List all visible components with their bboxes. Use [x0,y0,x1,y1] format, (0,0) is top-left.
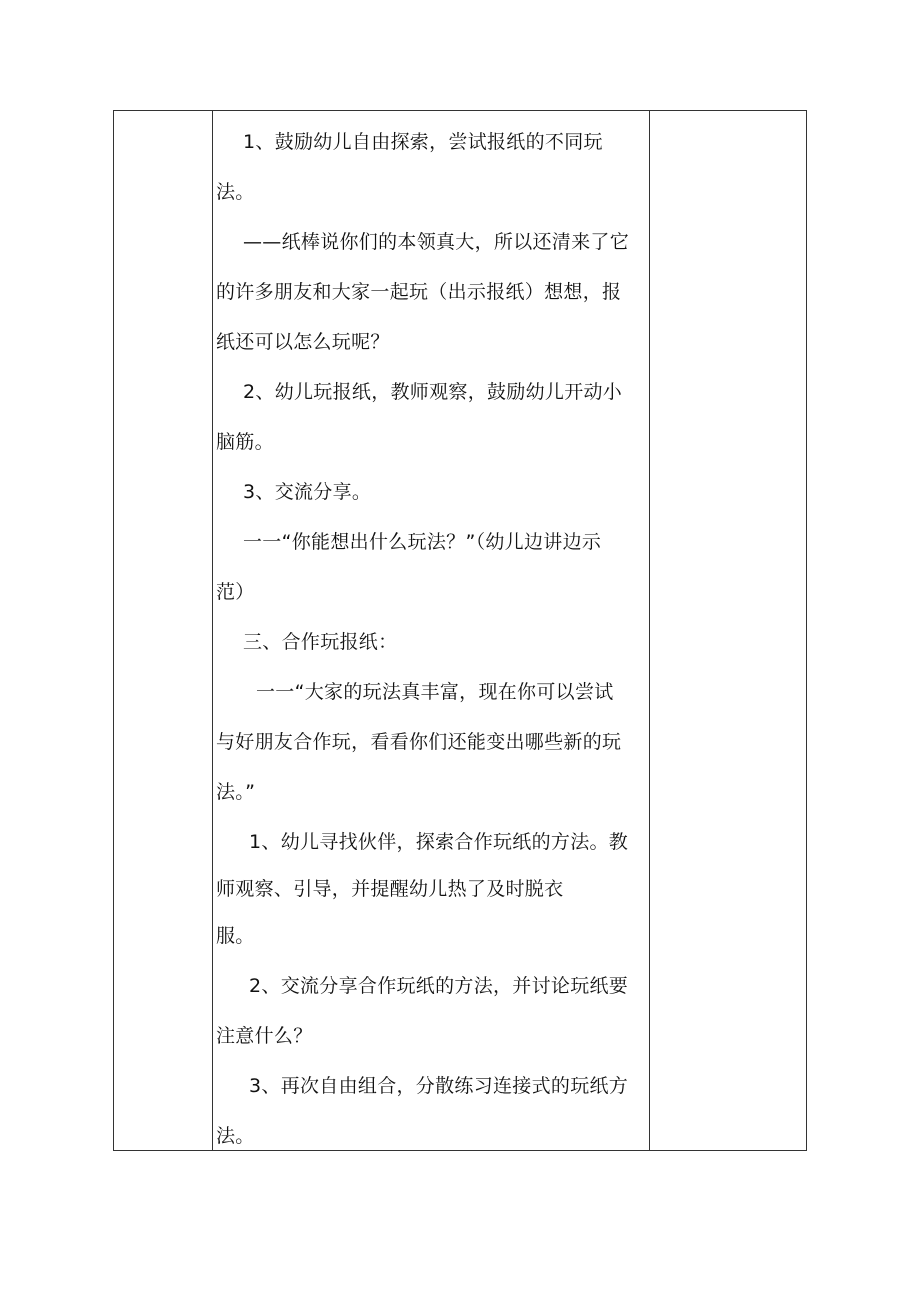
paragraph-line: 法。 [216,181,255,203]
section-heading: 三、合作玩报纸： [243,631,398,653]
paragraph-line: 1、鼓励幼儿自由探索，尝试报纸的不同玩 [243,131,603,153]
paragraph-line: 与好朋友合作玩，看看你们还能变出哪些新的玩 [216,731,622,753]
paragraph-line: 2、幼儿玩报纸，教师观察，鼓励幼儿开动小 [243,381,623,403]
paragraph-line: 脑筋。 [216,431,274,453]
paragraph-line: 一一“你能想出什么玩法？”（幼儿边讲边示 [243,531,602,553]
paragraph-line: 范） [216,581,255,603]
paragraph-line: 3、再次自由组合，分散练习连接式的玩纸方 [249,1075,629,1097]
paragraph-line: 3、交流分享。 [243,481,372,503]
paragraph-line: ——纸棒说你们的本领真大，所以还清来了它 [243,231,630,253]
paragraph-line: 2、交流分享合作玩纸的方法，并讨论玩纸要 [249,975,629,997]
paragraph-line: 的许多朋友和大家一起玩（出示报纸）想想，报 [216,281,622,303]
paragraph-line: 法。” [216,781,256,803]
paragraph-line: 纸还可以怎么玩呢？ [216,331,390,353]
paragraph-line: 注意什么？ [216,1025,313,1047]
table-column-divider-left [212,111,213,1150]
paragraph-line: 法。 [216,1125,255,1147]
table-column-divider-right [649,111,650,1150]
paragraph-line: 师观察、引导，并提醒幼儿热了及时脱衣 [216,878,564,900]
paragraph-line: 1、幼儿寻找伙伴，探索合作玩纸的方法。教 [249,831,629,853]
paragraph-line: 一一“大家的玩法真丰富，现在你可以尝试 [256,681,614,703]
paragraph-line: 服。 [216,925,255,947]
